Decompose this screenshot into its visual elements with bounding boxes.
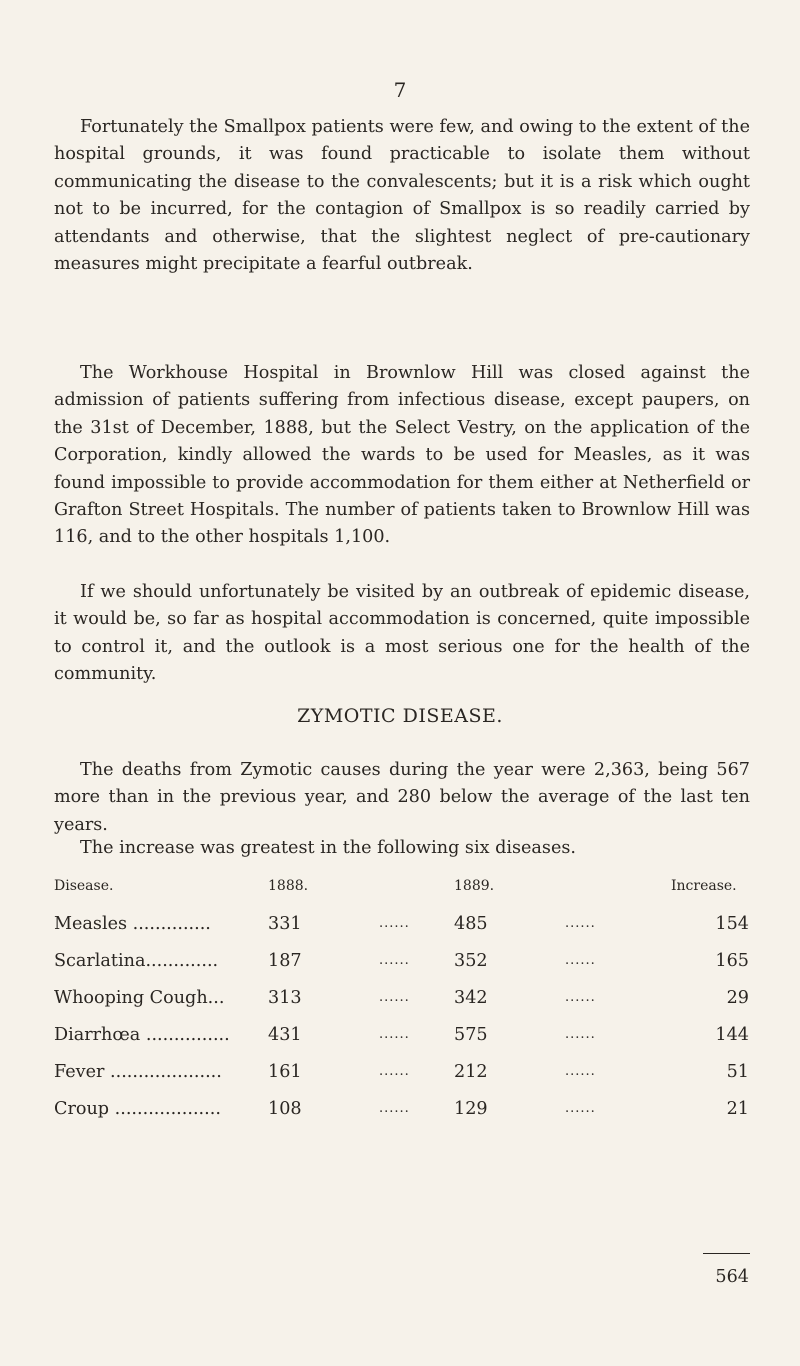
paragraph-outbreak-warning — [54, 579, 750, 689]
table-row — [54, 1094, 754, 1124]
paragraph-zymotic-deaths-text: The deaths from Zymotic causes during the year were 2,363, being 567 more than in the previous year, and 280 below the average of the last ten years. — [54, 760, 750, 835]
table-row — [54, 909, 754, 939]
value-1889-cell: 485 — [454, 914, 488, 934]
total-increase: 564 — [715, 1267, 749, 1287]
value-1889-cell: 212 — [454, 1062, 488, 1082]
value-1889-cell: 342 — [454, 988, 488, 1008]
value-1888-cell: 313 — [268, 988, 302, 1008]
page-number: 7 — [393, 78, 407, 102]
dot-leader: ...... — [565, 1064, 596, 1079]
paragraph-increase-intro-text: The increase was greatest in the following six diseases. — [80, 838, 576, 858]
disease-cell: Fever .................... — [54, 1062, 222, 1082]
dot-leader: ...... — [379, 916, 410, 931]
disease-cell: Scarlatina............. — [54, 951, 219, 971]
value-1888-cell: 431 — [268, 1025, 302, 1045]
table-row — [54, 983, 754, 1013]
disease-cell: Diarrhœa ............... — [54, 1025, 230, 1045]
table-row — [54, 1020, 754, 1050]
total-rule — [703, 1253, 750, 1254]
disease-cell: Measles .............. — [54, 914, 211, 934]
value-1889-cell: 129 — [454, 1099, 488, 1119]
increase-cell: 29 — [726, 988, 749, 1008]
header-disease: Disease. — [54, 878, 114, 894]
paragraph-workhouse-hospital-text: The Workhouse Hospital in Brownlow Hill was closed against the admission of patients suffering from infectious disease, except paupers, on the 31st of December, 1888, but the Select Vestry, on the application of the Corporation, kindly allowed the wards to be used for Measles, as it was found impossible to provide accommodation for them either at Netherfield or Grafton Street Hospitals. The number of patients taken to Brownlow Hill was 116, and to the other hospitals 1,100. — [54, 363, 750, 548]
value-1888-cell: 187 — [268, 951, 302, 971]
paragraph-workhouse-hospital — [54, 360, 750, 552]
paragraph-zymotic-deaths — [54, 757, 750, 839]
value-1888-cell: 161 — [268, 1062, 302, 1082]
paragraph-outbreak-warning-text: If we should unfortunately be visited by an outbreak of epidemic disease, it would be, so far as hospital accommodation is concerned, quite impossible to control it, and the outlook is a most serious one for the health of the community. — [54, 582, 750, 685]
dot-leader: ...... — [565, 990, 596, 1005]
header-1888: 1888. — [268, 878, 309, 894]
paragraph-smallpox — [54, 114, 750, 278]
header-increase: Increase. — [671, 878, 737, 894]
dot-leader: ...... — [565, 1101, 596, 1116]
table-row — [54, 1057, 754, 1087]
table-row — [54, 946, 754, 976]
increase-cell: 51 — [726, 1062, 749, 1082]
increase-cell: 154 — [715, 914, 749, 934]
dot-leader: ...... — [379, 953, 410, 968]
section-title: ZYMOTIC DISEASE. — [297, 705, 503, 727]
value-1888-cell: 331 — [268, 914, 302, 934]
header-1889: 1889. — [454, 878, 495, 894]
dot-leader: ...... — [565, 953, 596, 968]
dot-leader: ...... — [379, 1027, 410, 1042]
dot-leader: ...... — [565, 916, 596, 931]
value-1889-cell: 352 — [454, 951, 488, 971]
increase-cell: 165 — [715, 951, 749, 971]
dot-leader: ...... — [379, 1064, 410, 1079]
dot-leader: ...... — [379, 990, 410, 1005]
paragraph-increase-intro — [54, 835, 750, 862]
dot-leader: ...... — [379, 1101, 410, 1116]
disease-cell: Croup ................... — [54, 1099, 221, 1119]
value-1888-cell: 108 — [268, 1099, 302, 1119]
value-1889-cell: 575 — [454, 1025, 488, 1045]
disease-cell: Whooping Cough... — [54, 988, 225, 1008]
dot-leader: ...... — [565, 1027, 596, 1042]
paragraph-smallpox-text: Fortunately the Smallpox patients were few, and owing to the extent of the hospital grounds, it was found practicable to isolate them without communicating the disease to the convalescents; but it is a risk which ought not to be incurred, for the contagion of Smallpox is so readily carried by attendants and otherwise, that the slightest neglect of pre-cautionary measures might precipitate a fearful outbreak. — [54, 117, 750, 275]
increase-cell: 21 — [726, 1099, 749, 1119]
increase-cell: 144 — [715, 1025, 749, 1045]
